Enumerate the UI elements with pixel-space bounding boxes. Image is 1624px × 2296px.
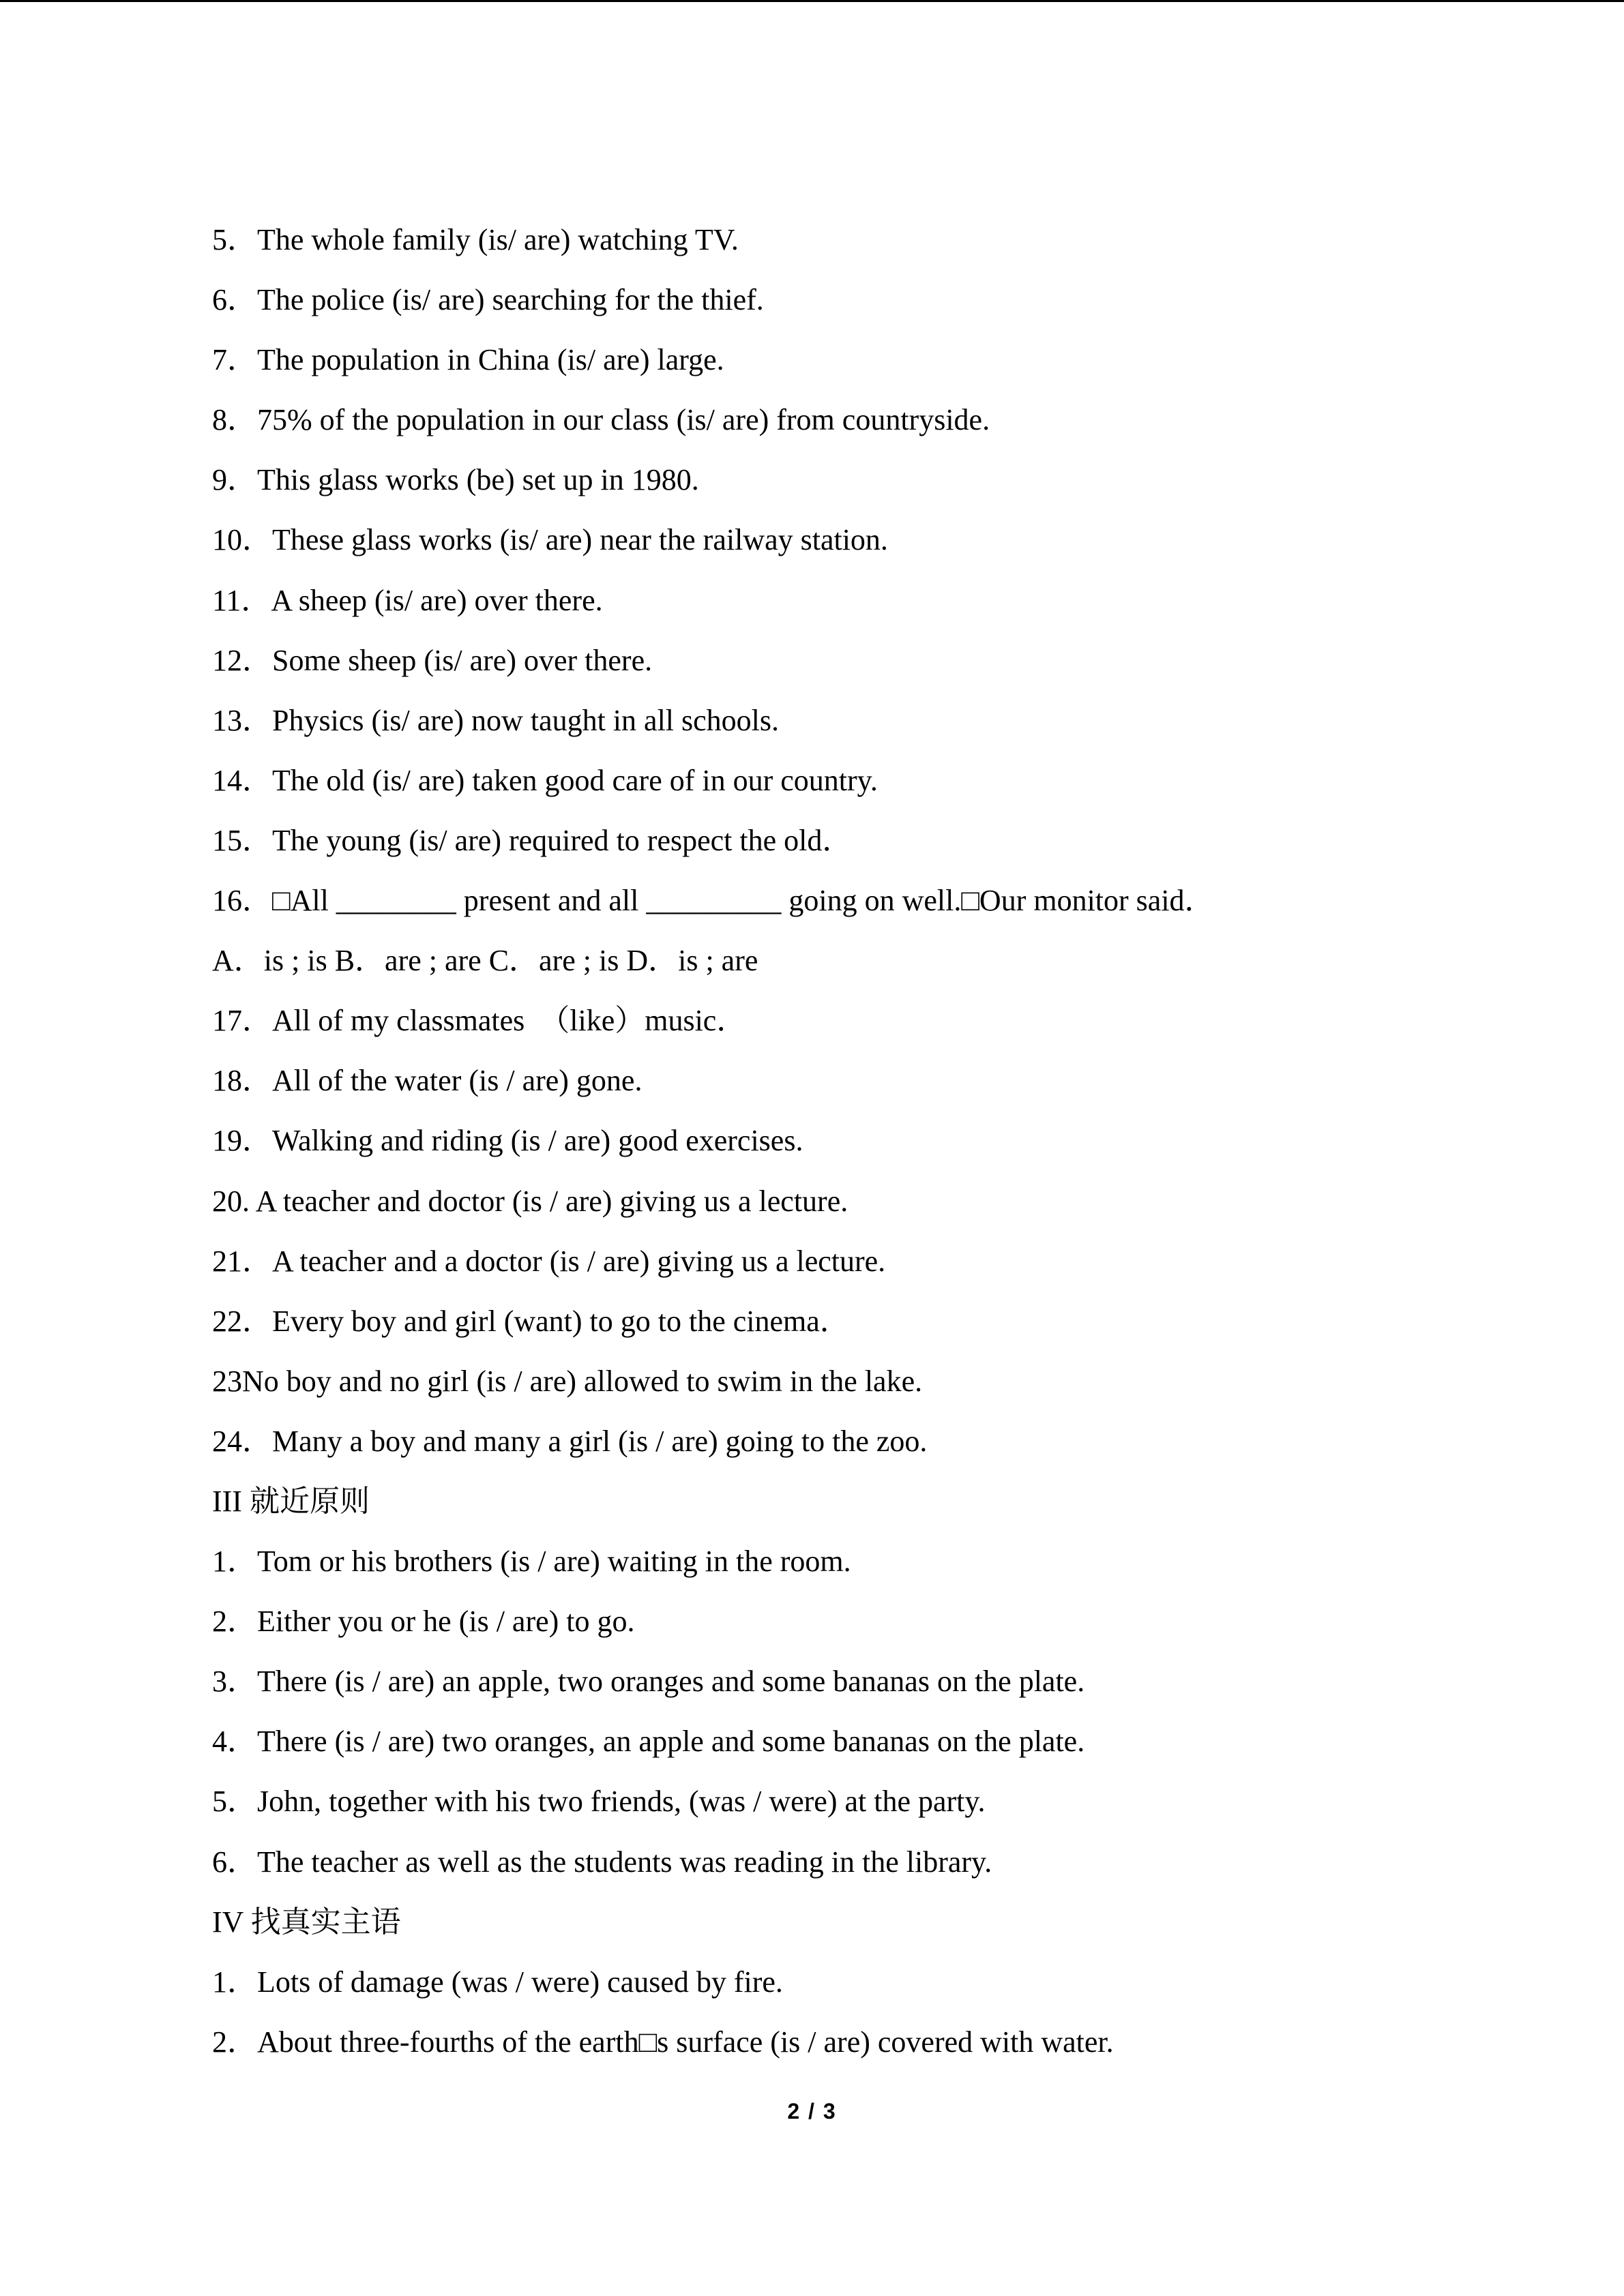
exercise-line: 24．Many a boy and many a girl (is / are) going to the zoo. (212, 1424, 928, 1458)
exercise-line: 19．Walking and riding (is / are) good exercises. (212, 1124, 803, 1158)
exercise-line: III 就近原则 (212, 1484, 370, 1518)
exercise-line: 2．Either you or he (is / are) to go. (212, 1605, 635, 1639)
exercise-line: 18．All of the water (is / are) gone. (212, 1064, 643, 1098)
exercise-line: A．is ; is B．are ; are C．are ; is D．is ; are (212, 944, 758, 978)
exercise-line: 16．□All ________ present and all _________ going on well.□Our monitor said． (212, 884, 1215, 918)
exercise-line: 14．The old (is/ are) taken good care of in our country. (212, 763, 878, 797)
page-top-border (0, 0, 1624, 2)
exercise-line: 10．These glass works (is/ are) near the railway station. (212, 523, 888, 557)
exercise-line: 13．Physics (is/ are) now taught in all schools. (212, 703, 780, 737)
exercise-line: 4．There (is / are) two oranges, an apple and some bananas on the plate. (212, 1725, 1085, 1759)
exercise-line: 3．There (is / are) an apple, two oranges and some bananas on the plate. (212, 1665, 1085, 1699)
exercise-line: 6．The police (is/ are) searching for the thief. (212, 283, 764, 317)
page-number: 2 / 3 (787, 2099, 837, 2123)
exercise-line: 8．75% of the population in our class (is/ are) from countryside. (212, 403, 990, 437)
exercise-line: 11．A sheep (is/ are) over there. (212, 583, 603, 617)
exercise-line: 7．The population in China (is/ are) large. (212, 343, 724, 377)
exercise-line: 12．Some sheep (is/ are) over there. (212, 643, 653, 677)
exercise-line: 9．This glass works (be) set up in 1980. (212, 463, 699, 497)
exercise-line: 22．Every boy and girl (want) to go to the cinema． (212, 1304, 850, 1338)
exercise-line: IV 找真实主语 (212, 1905, 401, 1939)
exercise-line: 2．About three-fourths of the earth□s surface (is / are) covered with water. (212, 2025, 1114, 2059)
exercise-line: 21．A teacher and a doctor (is / are) giving us a lecture. (212, 1244, 886, 1278)
exercise-line: 23No boy and no girl (is / are) allowed to swim in the lake. (212, 1364, 923, 1398)
exercise-lines (212, 210, 1508, 2072)
exercise-line: 17．All of my classmates （like）music． (212, 1004, 747, 1038)
exercise-line: 1．Lots of damage (was / were) caused by fire. (212, 1965, 783, 1999)
exercise-line: 6．The teacher as well as the students was reading in the library. (212, 1845, 992, 1879)
exercise-line: 15．The young (is/ are) required to respect the old． (212, 823, 853, 857)
exercise-line: 1．Tom or his brothers (is / are) waiting in the room. (212, 1545, 851, 1579)
exercise-line: 5．The whole family (is/ are) watching TV. (212, 223, 739, 256)
exercise-line: 20. A teacher and doctor (is / are) giving us a lecture. (212, 1184, 848, 1218)
exercise-line: 5．John, together with his two friends, (was / were) at the party. (212, 1785, 986, 1819)
